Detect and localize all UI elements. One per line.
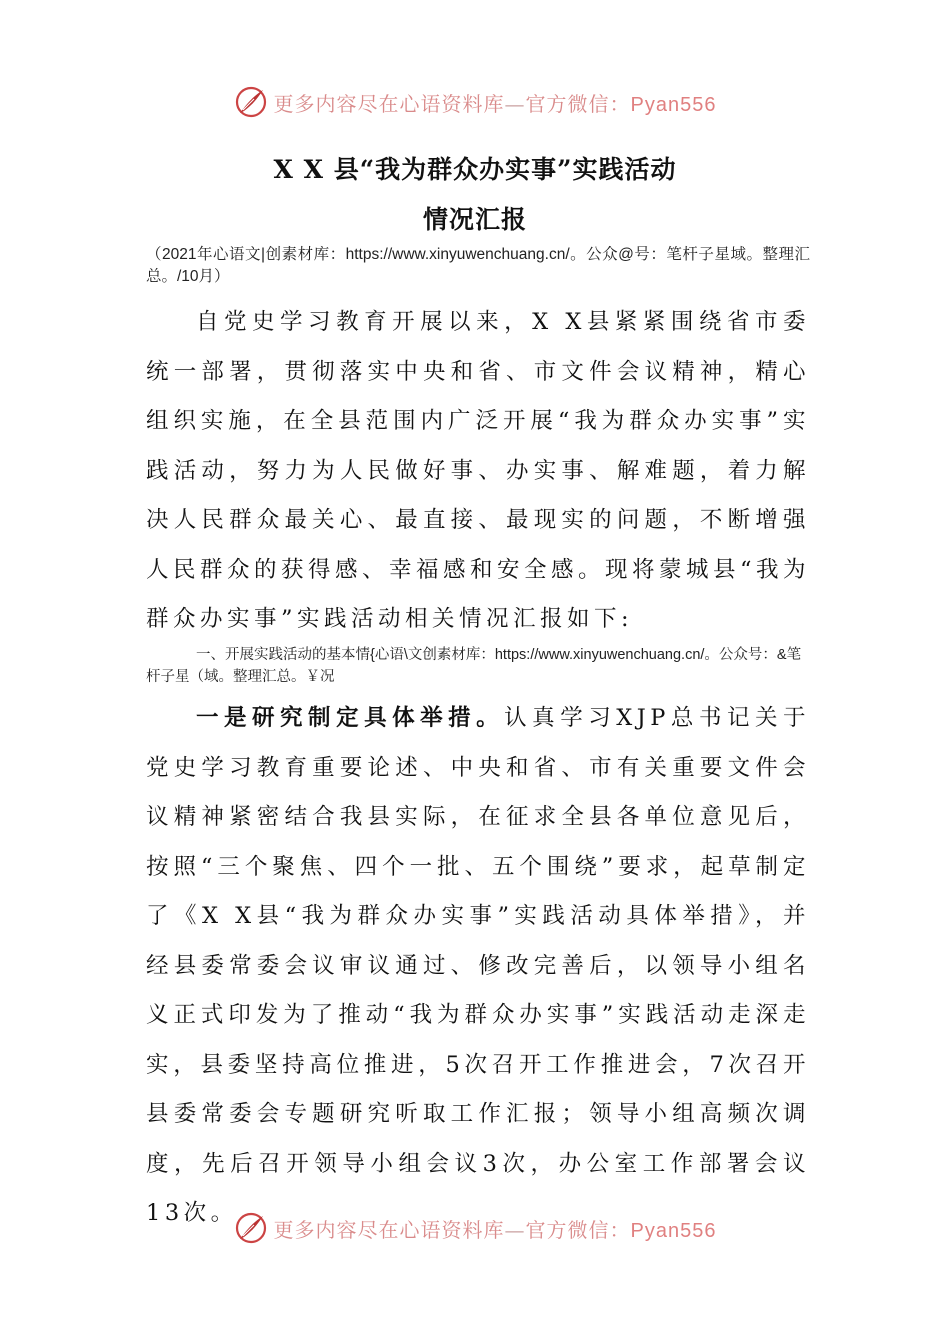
watermark-text: 更多内容尽在心语资料库—官方微信：Pyan556 bbox=[273, 1217, 717, 1242]
paragraph-body: 认真学习XJP总书记关于党史学习教育重要论述、中央和省、市有关重要文件会议精神紧密结合我县实际，在征求全县各单位意见后，按照“三个聚焦、四个一批、五个围绕”要求，起草制定了《X X县“我为群众办实事”实践活动具体举措》，并经县委常委会议审议通过、修改完善后，以领导小组名义正式印发为了推动“我为群众办实事”实践活动走深走实，县委坚持高位推进，5次召开工作推进会，7次召开县委常委会专题研究听取工作汇报；领导小组高频次调度，先后召开领导小组会议3次，办公室工作部署会议13次。 bbox=[146, 705, 810, 1226]
quill-pen-circle-icon bbox=[234, 85, 268, 119]
paragraph-lead: 一是研究制定具体举措。 bbox=[196, 705, 505, 731]
watermark-banner-bottom bbox=[0, 1208, 950, 1248]
source-note: （2021年心语文|创素材库：https://www.xinyuwenchuang.cn/。公众@号：笔杆子星域。整理汇总。/10月） bbox=[146, 246, 810, 285]
paragraph-intro: 自党史学习教育开展以来，X X县紧紧围绕省市委统一部署，贯彻落实中央和省、市文件会议精神，精心组织实施，在全县范围内广泛开展“我为群众办实事”实践活动，努力为人民做好事、办实事、解难题，着力解决人民群众最关心、最直接、最现实的问题，不断增强人民群众的获得感、幸福感和安全感。现将蒙城县“我为群众办实事”实践活动相关情况汇报如下: bbox=[146, 309, 811, 632]
paragraph-measures bbox=[146, 694, 810, 1239]
watermark-banner-top bbox=[0, 82, 950, 122]
watermark-text: 更多内容尽在心语资料库—官方微信：Pyan556 bbox=[273, 91, 717, 116]
document-title-line1: X X 县“我为群众办实事”实践活动 bbox=[273, 155, 677, 184]
quill-pen-circle-icon bbox=[234, 1211, 268, 1245]
section-heading: 一、开展实践活动的基本情{心语\文创素材库：https://www.xinyuwenchuang.cn/。公众号：&笔杆子星（域。整理汇总。￥况 bbox=[146, 647, 802, 685]
document-title-line2: 情况汇报 bbox=[422, 205, 527, 234]
